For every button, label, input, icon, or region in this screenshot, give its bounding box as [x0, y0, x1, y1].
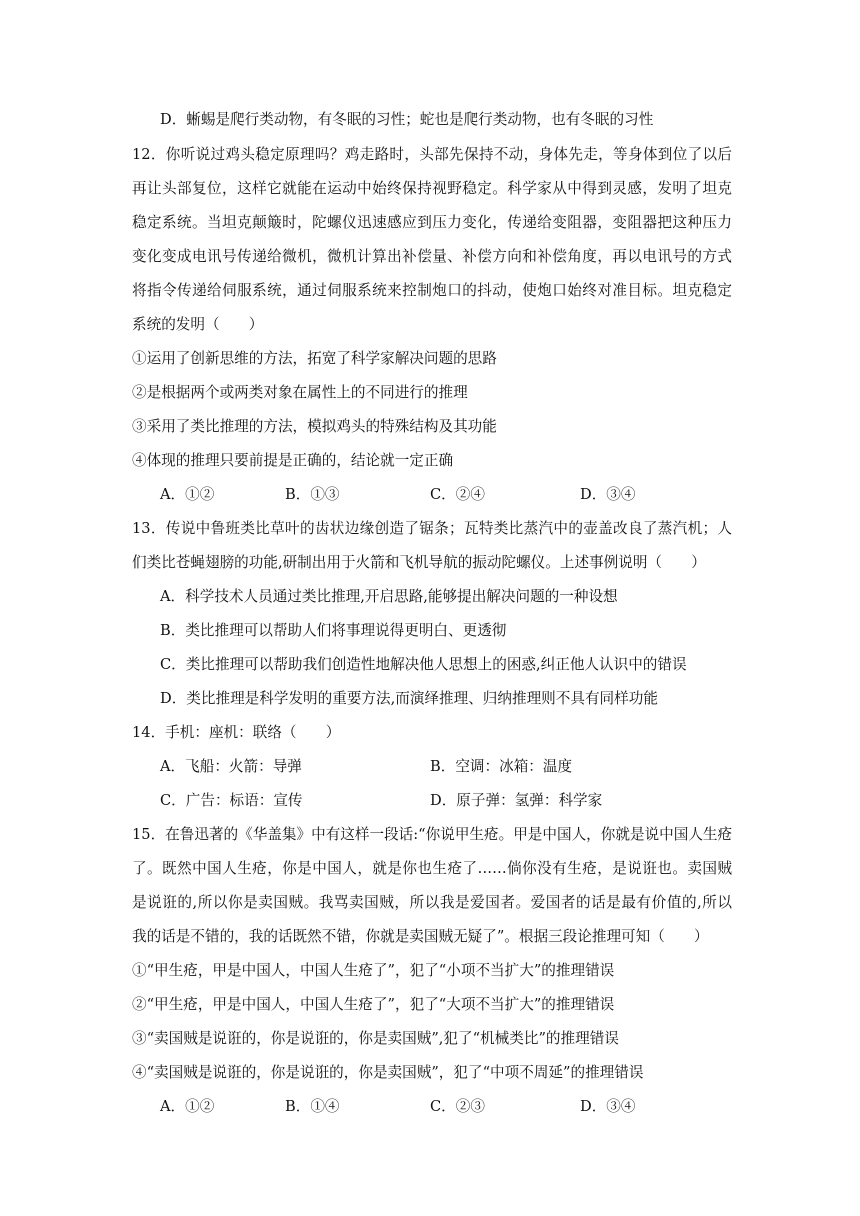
q13-stem-line-1: 13．传说中鲁班类比草叶的齿状边缘创造了锯条；瓦特类比蒸汽中的壶盖改良了蒸汽机；人 — [132, 520, 732, 537]
q13-option-b: B．类比推理可以帮助人们将事理说得更明白、更透彻 — [160, 622, 507, 639]
q13-option-c: C．类比推理可以帮助我们创造性地解决他人思想上的困惑,纠正他人认识中的错误 — [160, 656, 687, 673]
q12-stem-line-5: 将指令传递给伺服系统，通过伺服系统来控制炮口的抖动，使炮口始终对准目标。坦克稳定 — [132, 282, 732, 299]
q15-statement-1: ①“甲生疮，甲是中国人，中国人生疮了”，犯了“小项不当扩大”的推理错误 — [132, 962, 615, 979]
q12-statement-1: ①运用了创新思维的方法，拓宽了科学家解决问题的思路 — [132, 350, 497, 367]
q12-option-c: C．②④ — [430, 486, 485, 503]
q12-statement-2: ②是根据两个或两类对象在属性上的不同进行的推理 — [132, 384, 468, 401]
q12-stem-line-3: 稳定系统。当坦克颠簸时，陀螺仪迅速感应到压力变化，传递给变阻器，变阻器把这种压力 — [132, 214, 732, 231]
q14-option-d: D．原子弹：氢弹：科学家 — [430, 792, 603, 809]
q12-option-b: B．①③ — [285, 486, 340, 503]
q15-option-a: A．①② — [160, 1098, 215, 1115]
q12-stem-line-4: 变化变成电讯号传递给微机，微机计算出补偿量、补偿方向和补偿角度，再以电讯号的方式 — [132, 248, 732, 265]
q15-stem-line-4: 我的话是不错的，我的话既然不错，你就是卖国贼无疑了”。根据三段论推理可知（ ） — [132, 928, 709, 945]
q14-option-c: C．广告：标语：宣传 — [160, 792, 303, 809]
q12-option-a: A．①② — [160, 486, 215, 503]
q15-option-c: C．②③ — [430, 1098, 485, 1115]
q15-option-d: D．③④ — [580, 1098, 636, 1115]
q15-stem-line-2: 了。既然中国人生疮，你是中国人，就是你也生疮了……倘你没有生疮，是说诳也。卖国贼 — [132, 860, 732, 877]
q13-option-d: D．类比推理是科学发明的重要方法,而演绎推理、归纳推理则不具有同样功能 — [160, 690, 658, 707]
q12-stem-line-6: 系统的发明（ ） — [132, 316, 264, 333]
q15-option-b: B．①④ — [285, 1098, 340, 1115]
q15-statement-4: ④“卖国贼是说诳的，你是说诳的，你是卖国贼”，犯了“中项不周延”的推理错误 — [132, 1064, 644, 1081]
q15-stem-line-3: 是说诳的,所以你是卖国贼。我骂卖国贼，所以我是爱国者。爱国者的话是最有价值的,所以 — [132, 894, 732, 911]
q12-statement-4: ④体现的推理只要前提是正确的，结论就一定正确 — [132, 452, 454, 469]
q15-stem-line-1: 15．在鲁迅著的《华盖集》中有这样一段话:“你说甲生疮。甲是中国人，你就是说中国人生疮 — [132, 826, 733, 843]
q14-stem: 14．手机：座机：联络（ ） — [132, 724, 341, 741]
q14-option-b: B．空调：冰箱：温度 — [430, 758, 573, 775]
q12-statement-3: ③采用了类比推理的方法，模拟鸡头的特殊结构及其功能 — [132, 418, 497, 435]
q12-option-d: D．③④ — [580, 486, 636, 503]
q15-statement-3: ③“卖国贼是说诳的，你是说诳的，你是卖国贼”,犯了“机械类比”的推理错误 — [132, 1030, 619, 1047]
q12-stem-line-1: 12．你听说过鸡头稳定原理吗？鸡走路时，头部先保持不动，身体先走，等身体到位了以后 — [132, 146, 732, 163]
q14-option-a: A．飞船：火箭：导弹 — [160, 758, 302, 775]
q11-option-d: D．蜥蜴是爬行类动物，有冬眠的习性；蛇也是爬行类动物，也有冬眠的习性 — [160, 111, 654, 128]
q12-stem-line-2: 再让头部复位，这样它就能在运动中始终保持视野稳定。科学家从中得到灵感，发明了坦克 — [132, 180, 732, 197]
q13-option-a: A．科学技术人员通过类比推理,开启思路,能够提出解决问题的一种设想 — [160, 588, 618, 605]
q15-statement-2: ②“甲生疮，甲是中国人，中国人生疮了”，犯了“大项不当扩大”的推理错误 — [132, 996, 615, 1013]
q13-stem-line-2: 们类比苍蝇翅膀的功能,研制出用于火箭和飞机导航的振动陀螺仪。上述事例说明（ ） — [132, 554, 706, 571]
